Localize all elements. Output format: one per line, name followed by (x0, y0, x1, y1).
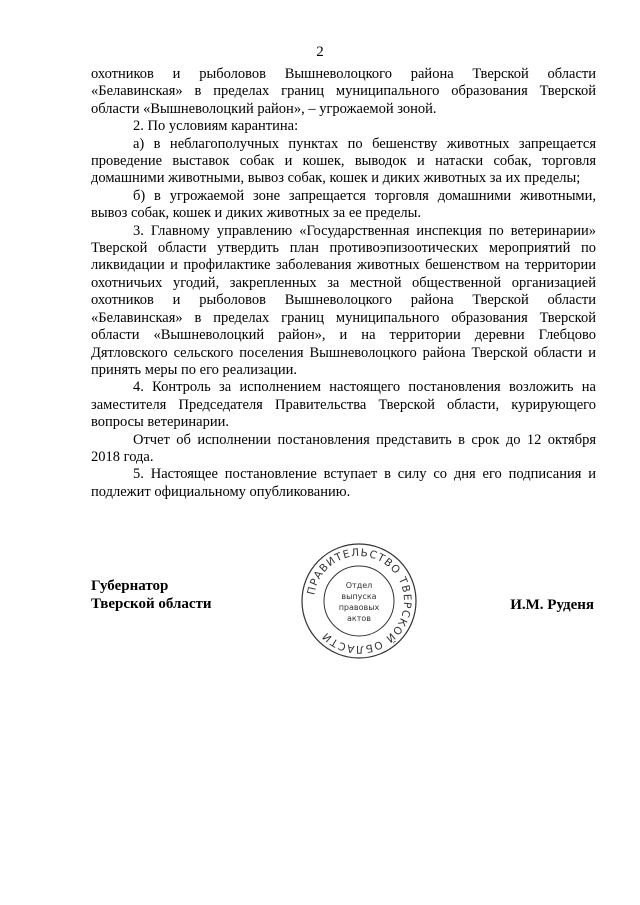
paragraph-item-4: 4. Контроль за исполнением настоящего постановления возложить на заместителя Председателя Правительства Тверской области, курирующего вопросы ветеринарии. (91, 379, 596, 431)
signatory-title (91, 577, 212, 613)
paragraph-report: Отчет об исполнении постановления представить в срок до 12 октября 2018 года. (91, 431, 596, 465)
paragraph-item-5: 5. Настоящее постановление вступает в силу со дня его подписания и подлежит официальному опубликованию. (91, 466, 596, 500)
paragraph-quarantine-a: а) в неблагополучных пунктах по бешенству животных запрещается проведение выставок собак и кошек, выводок и натаски собак, торговля домашними животными, вывоз собак, кошек и диких животных за их пределы; (91, 135, 596, 187)
paragraph-item-3: 3. Главному управлению «Государственная инспекция по ветеринарии» Тверской области утвердить план противоэпизоотических мероприятий по ликвидации и профилактике заболевания животных бешенством на территории охотничьих угодий, закрепленных за местной общественной организацией охотников и рыболовов Вышневолоцкого района Тверской области «Белавинская» в пределах границ муниципального образования Тверской области «Вышневолоцкий район», и на территории деревни Глебцово Дятловского сельского поселения Вышневолоцкого района Тверской области и принять меры по его реализации. (91, 222, 596, 378)
stamp-center-line2: выпуска (341, 592, 377, 601)
stamp-outer-ring (302, 544, 416, 658)
stamp-ring-text: ПРАВИТЕЛЬСТВО ТВЕРСКОЙ ОБЛАСТИ (305, 546, 414, 656)
stamp-center-line1: Отдел (345, 581, 373, 590)
signatory-title-line2: Тверской области (91, 596, 212, 612)
official-stamp (300, 542, 418, 660)
stamp-center-line4: актов (346, 614, 372, 623)
stamp-center-line3: правовых (338, 603, 380, 612)
stamp-inner-ring (324, 566, 394, 636)
signatory-title-line1: Губернатор (91, 578, 169, 594)
page-number: 2 (316, 44, 324, 60)
document-body (91, 66, 596, 501)
paragraph-quarantine-b: б) в угрожаемой зоне запрещается торговля домашними животными, вывоз собак, кошек и диких животных за ее пределы. (91, 187, 596, 222)
paragraph-continuation: охотников и рыболовов Вышневолоцкого района Тверской области «Белавинская» в пределах границ муниципального образования Тверской области «Вышневолоцкий район», – угрожаемой зоной. (91, 66, 596, 117)
signatory-name: И.М. Руденя (510, 597, 594, 613)
paragraph-quarantine-heading: 2. По условиям карантина: (133, 118, 299, 135)
